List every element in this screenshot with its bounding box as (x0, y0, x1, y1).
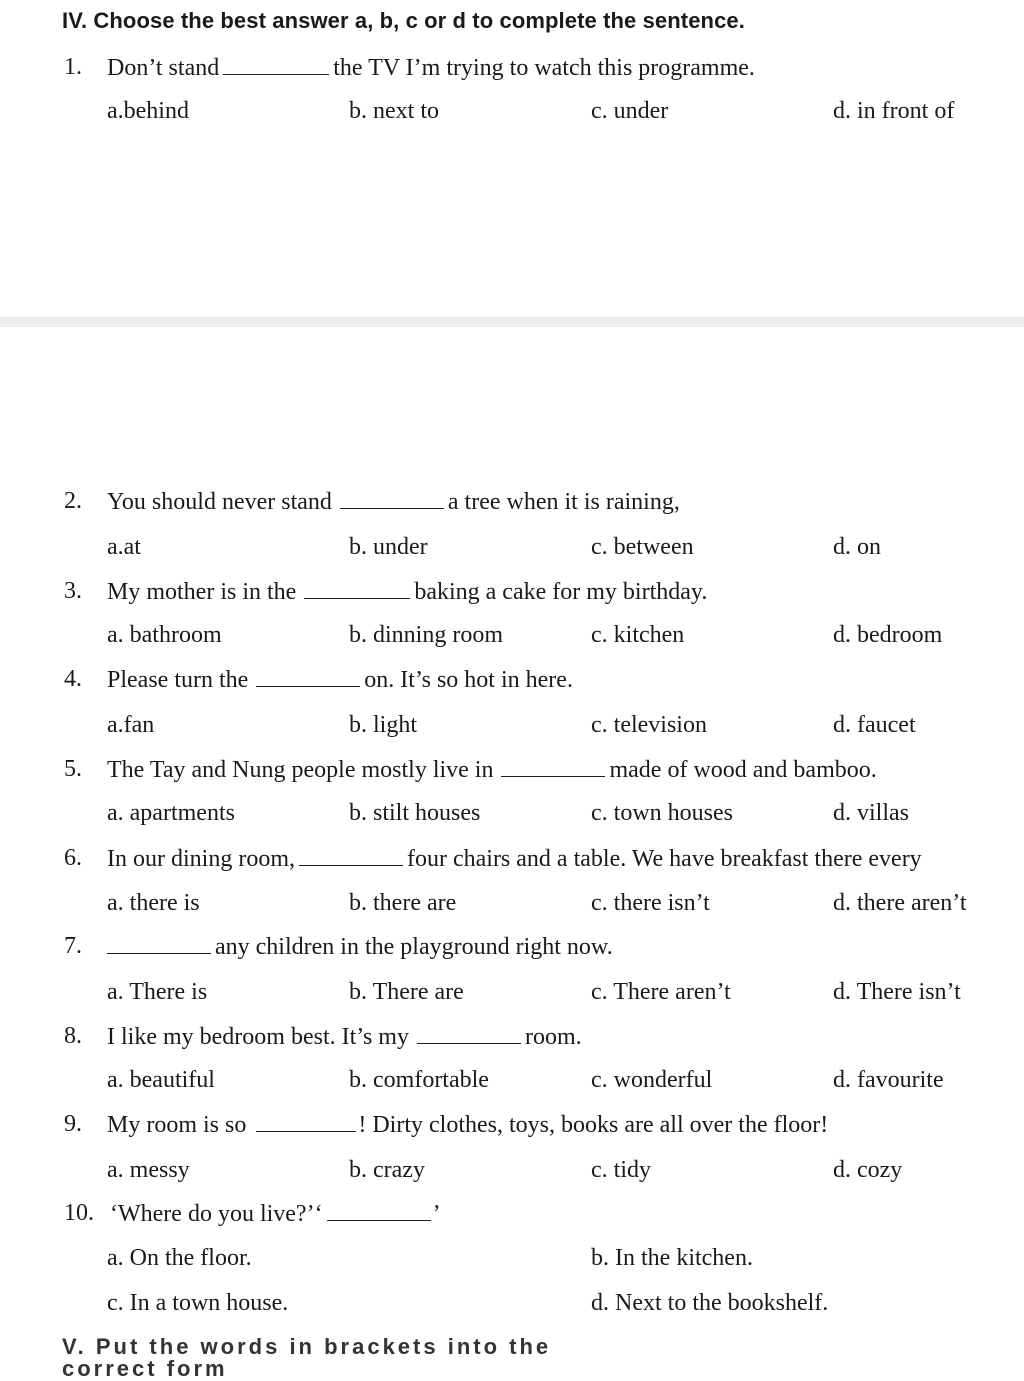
answer-blank (223, 54, 329, 75)
option-2d[interactable]: d. on (833, 534, 881, 560)
option-3d[interactable]: d. bedroom (833, 622, 943, 648)
question-number: 5. (64, 756, 82, 782)
stem-before: ‘Where do you live?’‘ (110, 1201, 323, 1227)
option-3b[interactable]: b. dinning room (349, 622, 503, 648)
stem-before: In our dining room, (107, 846, 295, 872)
stem-after: room. (524, 1024, 582, 1050)
cutoff-heading-text: V. Put the words in brackets into the correct form (62, 1334, 552, 1381)
option-6d[interactable]: d. there aren’t (833, 890, 967, 916)
stem-before: Don’t stand (107, 55, 220, 81)
question-number: 2. (64, 488, 82, 514)
option-8b[interactable]: b. comfortable (349, 1067, 489, 1093)
stem-before: I like my bedroom best. It’s my (107, 1024, 409, 1050)
question-stem (107, 666, 573, 694)
question-stem (107, 756, 877, 784)
option-3c[interactable]: c. kitchen (591, 622, 685, 648)
option-6a[interactable]: a. there is (107, 890, 200, 916)
stem-before: The Tay and Nung people mostly live in (107, 757, 494, 783)
stem-after: ! Dirty clothes, toys, books are all over the floor! (358, 1112, 829, 1138)
stem-after: the TV I’m trying to watch this programme. (333, 55, 755, 81)
option-7b[interactable]: b. There are (349, 979, 464, 1005)
option-9c[interactable]: c. tidy (591, 1157, 651, 1183)
option-3a[interactable]: a. bathroom (107, 622, 222, 648)
question-stem (107, 845, 922, 873)
option-9a[interactable]: a. messy (107, 1157, 190, 1183)
option-6c[interactable]: c. there isn’t (591, 890, 710, 916)
question-stem (107, 488, 680, 516)
option-7a[interactable]: a. There is (107, 979, 208, 1005)
stem-after: any children in the playground right now. (215, 934, 613, 960)
option-2b[interactable]: b. under (349, 534, 428, 560)
option-5d[interactable]: d. villas (833, 800, 909, 826)
question-number: 8. (64, 1023, 82, 1049)
answer-blank (299, 845, 403, 866)
option-4b[interactable]: b. light (349, 712, 418, 738)
stem-after: made of wood and bamboo. (609, 757, 877, 783)
answer-blank (107, 933, 211, 954)
stem-after: ’ (432, 1201, 441, 1227)
option-10b[interactable]: b. In the kitchen. (591, 1245, 753, 1271)
stem-before: You should never stand (107, 489, 332, 515)
option-8d[interactable]: d. favourite (833, 1067, 944, 1093)
option-1c[interactable]: c. under (591, 98, 669, 124)
stem-before: My room is so (107, 1112, 247, 1138)
option-8c[interactable]: c. wonderful (591, 1067, 713, 1093)
question-number: 1. (64, 54, 82, 80)
question-number: 10. (64, 1200, 94, 1226)
option-1a[interactable]: a.behind (107, 98, 189, 124)
answer-blank (501, 756, 605, 777)
option-5a[interactable]: a. apartments (107, 800, 235, 826)
stem-after: four chairs and a table. We have breakfast there every (406, 846, 922, 872)
option-1b[interactable]: b. next to (349, 98, 439, 124)
option-10d[interactable]: d. Next to the bookshelf. (591, 1290, 829, 1316)
option-5b[interactable]: b. stilt houses (349, 800, 481, 826)
option-2c[interactable]: c. between (591, 534, 694, 560)
option-2a[interactable]: a.at (107, 534, 141, 560)
option-7c[interactable]: c. There aren’t (591, 979, 731, 1005)
option-1d[interactable]: d. in front of (833, 98, 955, 124)
answer-blank (304, 578, 410, 599)
option-4c[interactable]: c. television (591, 712, 707, 738)
question-number: 7. (64, 933, 82, 959)
worksheet-heading: IV. Choose the best answer a, b, c or d to complete the sentence. (62, 8, 745, 33)
question-stem (107, 1111, 828, 1139)
question-number: 4. (64, 666, 82, 692)
option-5c[interactable]: c. town houses (591, 800, 733, 826)
option-10a[interactable]: a. On the floor. (107, 1245, 252, 1271)
answer-blank (340, 488, 444, 509)
option-4d[interactable]: d. faucet (833, 712, 916, 738)
option-9b[interactable]: b. crazy (349, 1157, 425, 1183)
question-number: 3. (64, 578, 82, 604)
option-6b[interactable]: b. there are (349, 890, 457, 916)
stem-before: My mother is in the (107, 579, 297, 605)
answer-blank (256, 1111, 356, 1132)
option-7d[interactable]: d. There isn’t (833, 979, 961, 1005)
option-10c[interactable]: c. In a town house. (107, 1290, 289, 1316)
answer-blank (327, 1200, 431, 1221)
option-9d[interactable]: d. cozy (833, 1157, 903, 1183)
question-number: 9. (64, 1111, 82, 1137)
question-stem (107, 933, 613, 961)
stem-before: Please turn the (107, 667, 249, 693)
stem-after: baking a cake for my birthday. (414, 579, 708, 605)
page-divider (0, 317, 1024, 327)
stem-after: a tree when it is raining, (447, 489, 680, 515)
question-stem (107, 1023, 582, 1051)
question-stem (107, 578, 707, 606)
stem-after: on. It’s so hot in here. (364, 667, 573, 693)
question-number: 6. (64, 845, 82, 871)
option-8a[interactable]: a. beautiful (107, 1067, 215, 1093)
option-4a[interactable]: a.fan (107, 712, 155, 738)
answer-blank (417, 1023, 521, 1044)
answer-blank (256, 666, 360, 687)
next-section-heading-cutoff (62, 1334, 582, 1381)
question-stem (110, 1200, 441, 1228)
question-stem (107, 54, 755, 82)
